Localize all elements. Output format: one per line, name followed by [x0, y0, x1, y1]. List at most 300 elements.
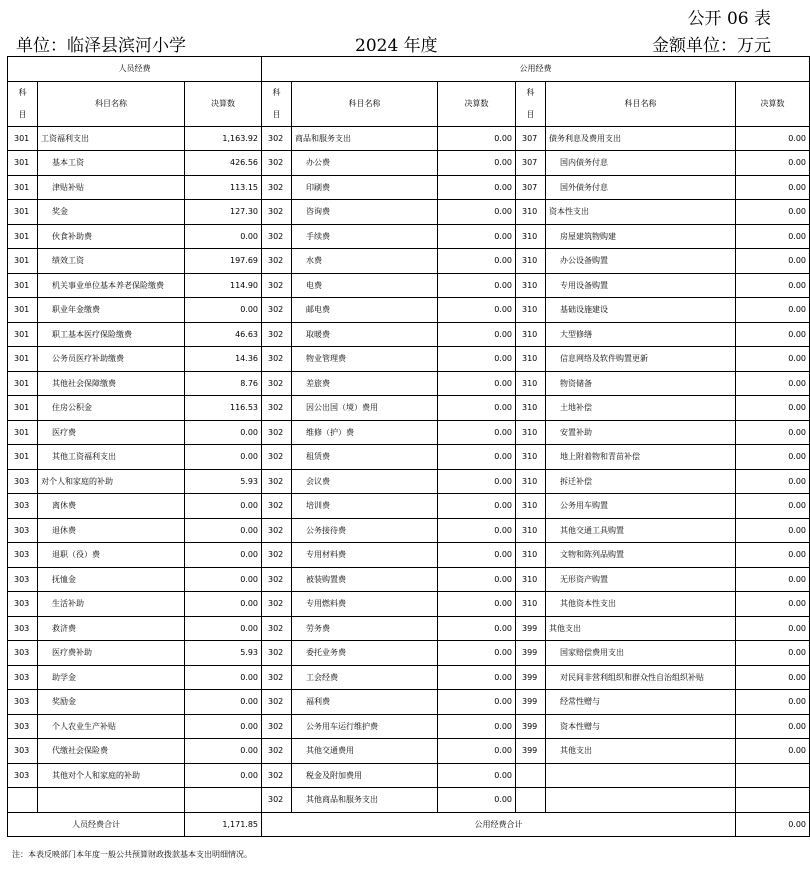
- final-amount: 0.00: [185, 518, 262, 543]
- subject-code: 302: [262, 763, 292, 788]
- subject-name: 国内债务付息: [546, 151, 736, 176]
- total-public-label: 公用经费合计: [262, 812, 736, 837]
- subject-code: [8, 788, 38, 813]
- subject-code: 310: [516, 298, 546, 323]
- subject-name: 对个人和家庭的补助: [38, 469, 185, 494]
- subject-name: 无形资产购置: [546, 567, 736, 592]
- subject-name: 商品和服务支出: [292, 126, 438, 151]
- final-amount: 0.00: [438, 224, 516, 249]
- table-row: [8, 690, 810, 715]
- subject-name: 土地补偿: [546, 396, 736, 421]
- final-amount: 46.63: [185, 322, 262, 347]
- final-amount: 0.00: [438, 690, 516, 715]
- final-amount: 0.00: [185, 445, 262, 470]
- subject-code: 310: [516, 224, 546, 249]
- subject-code: 303: [8, 616, 38, 641]
- group-header-personnel: 人员经费: [8, 57, 262, 82]
- total-public-value: 0.00: [736, 812, 810, 837]
- final-amount: 0.00: [438, 396, 516, 421]
- subject-code: 302: [262, 445, 292, 470]
- subject-name: 文物和陈列品购置: [546, 543, 736, 568]
- subject-code: 399: [516, 739, 546, 764]
- subject-code: 301: [8, 322, 38, 347]
- subject-code: 301: [8, 126, 38, 151]
- subject-name: 拆迁补偿: [546, 469, 736, 494]
- col-header-amount: 决算数: [438, 81, 516, 126]
- final-amount: [736, 763, 810, 788]
- subject-name: 其他社会保障缴费: [38, 371, 185, 396]
- expenditure-table: [7, 56, 810, 837]
- subject-name: 公务接待费: [292, 518, 438, 543]
- final-amount: 0.00: [438, 714, 516, 739]
- subject-name: 资本性赠与: [546, 714, 736, 739]
- final-amount: 0.00: [736, 543, 810, 568]
- subject-code: 301: [8, 200, 38, 225]
- subject-name: 奖励金: [38, 690, 185, 715]
- subject-name: 其他支出: [546, 616, 736, 641]
- final-amount: 5.93: [185, 469, 262, 494]
- final-amount: 0.00: [185, 592, 262, 617]
- subject-code: 303: [8, 739, 38, 764]
- subject-code: 302: [262, 739, 292, 764]
- subject-name: 救济费: [38, 616, 185, 641]
- table-row: [8, 739, 810, 764]
- final-amount: 0.00: [185, 224, 262, 249]
- col-header-code: 科 目: [262, 81, 292, 126]
- subject-code: 307: [516, 126, 546, 151]
- final-amount: 0.00: [438, 420, 516, 445]
- subject-name: 办公设备购置: [546, 249, 736, 274]
- subject-code: 310: [516, 592, 546, 617]
- subject-code: 302: [262, 126, 292, 151]
- subject-code: 302: [262, 543, 292, 568]
- table-row: [8, 445, 810, 470]
- subject-code: 303: [8, 494, 38, 519]
- final-amount: 0.00: [736, 616, 810, 641]
- subject-name: 个人农业生产补贴: [38, 714, 185, 739]
- final-amount: 0.00: [438, 151, 516, 176]
- final-amount: 0.00: [185, 739, 262, 764]
- subject-name: 劳务费: [292, 616, 438, 641]
- final-amount: 0.00: [736, 592, 810, 617]
- subject-name: 物业管理费: [292, 347, 438, 372]
- subject-code: 399: [516, 665, 546, 690]
- subject-code: 303: [8, 665, 38, 690]
- subject-code: 302: [262, 641, 292, 666]
- col-header-amount: 决算数: [736, 81, 810, 126]
- subject-code: 302: [262, 665, 292, 690]
- subject-code: 302: [262, 494, 292, 519]
- subject-code: 310: [516, 567, 546, 592]
- subject-name: 咨询费: [292, 200, 438, 225]
- table-row: [8, 151, 810, 176]
- table-row: [8, 788, 810, 813]
- subject-name: 水费: [292, 249, 438, 274]
- subject-code: 302: [262, 224, 292, 249]
- final-amount: 0.00: [736, 322, 810, 347]
- subject-code: 310: [516, 322, 546, 347]
- subject-code: 310: [516, 371, 546, 396]
- subject-name: 印刷费: [292, 175, 438, 200]
- subject-code: 302: [262, 690, 292, 715]
- final-amount: 0.00: [185, 494, 262, 519]
- table-row: [8, 616, 810, 641]
- subject-code: 302: [262, 298, 292, 323]
- final-amount: 0.00: [736, 371, 810, 396]
- subject-code: 302: [262, 175, 292, 200]
- subject-code: 302: [262, 592, 292, 617]
- subject-code: 301: [8, 396, 38, 421]
- final-amount: 0.00: [736, 714, 810, 739]
- subject-name: [546, 763, 736, 788]
- subject-code: 302: [262, 273, 292, 298]
- subject-name: 其他对个人和家庭的补助: [38, 763, 185, 788]
- col-header-name: 科目名称: [546, 81, 736, 126]
- subject-code: 303: [8, 763, 38, 788]
- col-header-name: 科目名称: [38, 81, 185, 126]
- subject-code: 301: [8, 420, 38, 445]
- final-amount: 14.36: [185, 347, 262, 372]
- final-amount: 0.00: [438, 641, 516, 666]
- table-row: [8, 249, 810, 274]
- table-row: [8, 763, 810, 788]
- subject-name: 职工基本医疗保险缴费: [38, 322, 185, 347]
- final-amount: 1,163.92: [185, 126, 262, 151]
- table-row: [8, 665, 810, 690]
- table-row: [8, 175, 810, 200]
- subject-code: 301: [8, 347, 38, 372]
- table-row: [8, 592, 810, 617]
- subject-code: [516, 788, 546, 813]
- table-row: [8, 298, 810, 323]
- final-amount: 0.00: [185, 616, 262, 641]
- subject-code: 302: [262, 396, 292, 421]
- table-row: [8, 371, 810, 396]
- subject-code: 301: [8, 151, 38, 176]
- table-row: [8, 469, 810, 494]
- subject-name: 专用燃料费: [292, 592, 438, 617]
- subject-code: 302: [262, 371, 292, 396]
- final-amount: 0.00: [438, 592, 516, 617]
- subject-code: 302: [262, 322, 292, 347]
- subject-name: 手续费: [292, 224, 438, 249]
- final-amount: 0.00: [736, 347, 810, 372]
- year-label: 2024 年度: [355, 36, 438, 56]
- subject-code: 399: [516, 616, 546, 641]
- col-header-name: 科目名称: [292, 81, 438, 126]
- final-amount: 0.00: [736, 298, 810, 323]
- final-amount: 0.00: [438, 200, 516, 225]
- subject-code: [516, 763, 546, 788]
- final-amount: 0.00: [736, 445, 810, 470]
- subject-name: 基本工资: [38, 151, 185, 176]
- subject-name: 专用材料费: [292, 543, 438, 568]
- final-amount: 0.00: [185, 690, 262, 715]
- final-amount: 0.00: [185, 567, 262, 592]
- table-row: [8, 714, 810, 739]
- subject-name: 生活补助: [38, 592, 185, 617]
- subject-name: 其他支出: [546, 739, 736, 764]
- subject-code: 303: [8, 543, 38, 568]
- group-header-public: 公用经费: [262, 57, 810, 82]
- subject-name: 国外债务付息: [546, 175, 736, 200]
- subject-name: 电费: [292, 273, 438, 298]
- subject-name: 租赁费: [292, 445, 438, 470]
- subject-name: 住房公积金: [38, 396, 185, 421]
- final-amount: 0.00: [736, 151, 810, 176]
- total-personnel-label: 人员经费合计: [8, 812, 185, 837]
- subject-code: 303: [8, 518, 38, 543]
- final-amount: 8.76: [185, 371, 262, 396]
- subject-name: 地上附着物和青苗补偿: [546, 445, 736, 470]
- subject-name: 机关事业单位基本养老保险缴费: [38, 273, 185, 298]
- subject-code: 303: [8, 469, 38, 494]
- subject-name: 助学金: [38, 665, 185, 690]
- subject-name: 绩效工资: [38, 249, 185, 274]
- subject-code: 302: [262, 714, 292, 739]
- subject-name: 大型修缮: [546, 322, 736, 347]
- subject-code: 302: [262, 788, 292, 813]
- subject-code: 310: [516, 518, 546, 543]
- final-amount: 0.00: [736, 469, 810, 494]
- final-amount: 0.00: [438, 175, 516, 200]
- subject-name: 取暖费: [292, 322, 438, 347]
- table-row: [8, 322, 810, 347]
- subject-name: 津贴补贴: [38, 175, 185, 200]
- final-amount: 0.00: [438, 518, 516, 543]
- subject-name: 税金及附加费用: [292, 763, 438, 788]
- subject-name: 其他交通工具购置: [546, 518, 736, 543]
- subject-name: 其他商品和服务支出: [292, 788, 438, 813]
- subject-code: 302: [262, 420, 292, 445]
- subject-code: 301: [8, 224, 38, 249]
- subject-name: 奖金: [38, 200, 185, 225]
- subject-code: 301: [8, 249, 38, 274]
- subject-code: 302: [262, 616, 292, 641]
- final-amount: 0.00: [736, 175, 810, 200]
- subject-code: 307: [516, 151, 546, 176]
- subject-name: 信息网络及软件购置更新: [546, 347, 736, 372]
- final-amount: 0.00: [185, 420, 262, 445]
- table-row: [8, 567, 810, 592]
- final-amount: 0.00: [438, 469, 516, 494]
- subject-name: 安置补助: [546, 420, 736, 445]
- subject-name: 职业年金缴费: [38, 298, 185, 323]
- table-row: [8, 641, 810, 666]
- subject-code: 310: [516, 543, 546, 568]
- subject-name: 因公出国（境）费用: [292, 396, 438, 421]
- final-amount: 0.00: [736, 200, 810, 225]
- final-amount: 0.00: [736, 224, 810, 249]
- subject-name: 维修（护）费: [292, 420, 438, 445]
- subject-code: 302: [262, 518, 292, 543]
- subject-name: 资本性支出: [546, 200, 736, 225]
- subject-code: 399: [516, 641, 546, 666]
- subject-name: 公务员医疗补助缴费: [38, 347, 185, 372]
- final-amount: 0.00: [736, 690, 810, 715]
- final-amount: 5.93: [185, 641, 262, 666]
- final-amount: 0.00: [185, 714, 262, 739]
- subject-code: 302: [262, 567, 292, 592]
- subject-code: 301: [8, 445, 38, 470]
- subject-code: 301: [8, 175, 38, 200]
- subject-name: 公务用车运行维护费: [292, 714, 438, 739]
- subject-code: 303: [8, 714, 38, 739]
- table-row: [8, 273, 810, 298]
- subject-name: 会议费: [292, 469, 438, 494]
- table-row: [8, 494, 810, 519]
- subject-name: 工会经费: [292, 665, 438, 690]
- subject-code: 399: [516, 714, 546, 739]
- subject-name: 抚恤金: [38, 567, 185, 592]
- subject-name: 对民间非营利组织和群众性自治组织补贴: [546, 665, 736, 690]
- form-code: 公开 06 表: [687, 9, 771, 29]
- subject-code: 302: [262, 347, 292, 372]
- final-amount: 426.56: [185, 151, 262, 176]
- subject-name: 办公费: [292, 151, 438, 176]
- subject-code: 301: [8, 273, 38, 298]
- final-amount: 0.00: [438, 249, 516, 274]
- final-amount: 0.00: [438, 616, 516, 641]
- final-amount: 0.00: [438, 126, 516, 151]
- final-amount: 0.00: [185, 665, 262, 690]
- subject-name: 委托业务费: [292, 641, 438, 666]
- subject-name: 经常性赠与: [546, 690, 736, 715]
- final-amount: 0.00: [438, 298, 516, 323]
- subject-code: 310: [516, 494, 546, 519]
- final-amount: 0.00: [185, 543, 262, 568]
- final-amount: 0.00: [438, 445, 516, 470]
- subject-name: 被装购置费: [292, 567, 438, 592]
- subject-name: 代缴社会保险费: [38, 739, 185, 764]
- subject-name: 伙食补助费: [38, 224, 185, 249]
- final-amount: 116.53: [185, 396, 262, 421]
- total-personnel-value: 1,171.85: [185, 812, 262, 837]
- subject-name: 其他工资福利支出: [38, 445, 185, 470]
- col-header-amount: 决算数: [185, 81, 262, 126]
- final-amount: 0.00: [438, 763, 516, 788]
- final-amount: 0.00: [438, 567, 516, 592]
- subject-name: 福利费: [292, 690, 438, 715]
- subject-code: 302: [262, 151, 292, 176]
- subject-name: 退休费: [38, 518, 185, 543]
- final-amount: 114.90: [185, 273, 262, 298]
- subject-code: 399: [516, 690, 546, 715]
- subject-name: 工资福利支出: [38, 126, 185, 151]
- subject-code: 310: [516, 249, 546, 274]
- subject-name: 公务用车购置: [546, 494, 736, 519]
- subject-code: 310: [516, 200, 546, 225]
- final-amount: 0.00: [185, 298, 262, 323]
- subject-name: [546, 788, 736, 813]
- subject-code: 302: [262, 469, 292, 494]
- subject-name: 房屋建筑物购建: [546, 224, 736, 249]
- subject-name: 其他资本性支出: [546, 592, 736, 617]
- final-amount: 113.15: [185, 175, 262, 200]
- subject-name: 专用设备购置: [546, 273, 736, 298]
- final-amount: 0.00: [185, 763, 262, 788]
- subject-code: 310: [516, 347, 546, 372]
- subject-code: 303: [8, 690, 38, 715]
- final-amount: 0.00: [438, 739, 516, 764]
- subject-code: 303: [8, 592, 38, 617]
- subject-code: 302: [262, 200, 292, 225]
- subject-code: 301: [8, 371, 38, 396]
- subject-code: 310: [516, 396, 546, 421]
- final-amount: 0.00: [736, 273, 810, 298]
- final-amount: 197.69: [185, 249, 262, 274]
- amount-unit-label: 金额单位：万元: [652, 36, 771, 56]
- subject-name: 医疗费补助: [38, 641, 185, 666]
- final-amount: [736, 788, 810, 813]
- final-amount: 0.00: [736, 641, 810, 666]
- final-amount: 0.00: [736, 494, 810, 519]
- table-row: [8, 347, 810, 372]
- subject-name: 差旅费: [292, 371, 438, 396]
- subject-code: 310: [516, 445, 546, 470]
- final-amount: 0.00: [438, 788, 516, 813]
- table-row: [8, 396, 810, 421]
- final-amount: 0.00: [736, 567, 810, 592]
- final-amount: 0.00: [438, 371, 516, 396]
- subject-name: 物资储备: [546, 371, 736, 396]
- subject-name: [38, 788, 185, 813]
- table-row: [8, 420, 810, 445]
- subject-name: 医疗费: [38, 420, 185, 445]
- table-row: [8, 518, 810, 543]
- final-amount: 0.00: [438, 494, 516, 519]
- final-amount: 127.30: [185, 200, 262, 225]
- table-row: [8, 224, 810, 249]
- footnote: 注：本表反映部门本年度一般公共预算财政拨款基本支出明细情况。: [12, 850, 252, 859]
- subject-name: 其他交通费用: [292, 739, 438, 764]
- subject-code: 310: [516, 420, 546, 445]
- subject-code: 303: [8, 567, 38, 592]
- unit-label: 单位：临泽县滨河小学: [16, 36, 186, 56]
- final-amount: 0.00: [438, 273, 516, 298]
- final-amount: 0.00: [438, 543, 516, 568]
- final-amount: 0.00: [736, 739, 810, 764]
- table-row: [8, 543, 810, 568]
- subject-code: 310: [516, 469, 546, 494]
- final-amount: 0.00: [736, 420, 810, 445]
- subject-name: 国家赔偿费用支出: [546, 641, 736, 666]
- subject-name: 退职（役）费: [38, 543, 185, 568]
- table-row: [8, 126, 810, 151]
- subject-name: 离休费: [38, 494, 185, 519]
- subject-code: 310: [516, 273, 546, 298]
- subject-name: 培训费: [292, 494, 438, 519]
- subject-code: 307: [516, 175, 546, 200]
- final-amount: 0.00: [736, 249, 810, 274]
- subject-code: 301: [8, 298, 38, 323]
- final-amount: 0.00: [736, 665, 810, 690]
- final-amount: 0.00: [438, 322, 516, 347]
- final-amount: 0.00: [438, 347, 516, 372]
- subject-name: 债务利息及费用支出: [546, 126, 736, 151]
- subject-name: 邮电费: [292, 298, 438, 323]
- final-amount: 0.00: [736, 518, 810, 543]
- subject-name: 基础设施建设: [546, 298, 736, 323]
- final-amount: 0.00: [736, 396, 810, 421]
- final-amount: [185, 788, 262, 813]
- subject-code: 303: [8, 641, 38, 666]
- table-row: [8, 200, 810, 225]
- subject-code: 302: [262, 249, 292, 274]
- col-header-code: 科 目: [516, 81, 546, 126]
- final-amount: 0.00: [438, 665, 516, 690]
- col-header-code: 科 目: [8, 81, 38, 126]
